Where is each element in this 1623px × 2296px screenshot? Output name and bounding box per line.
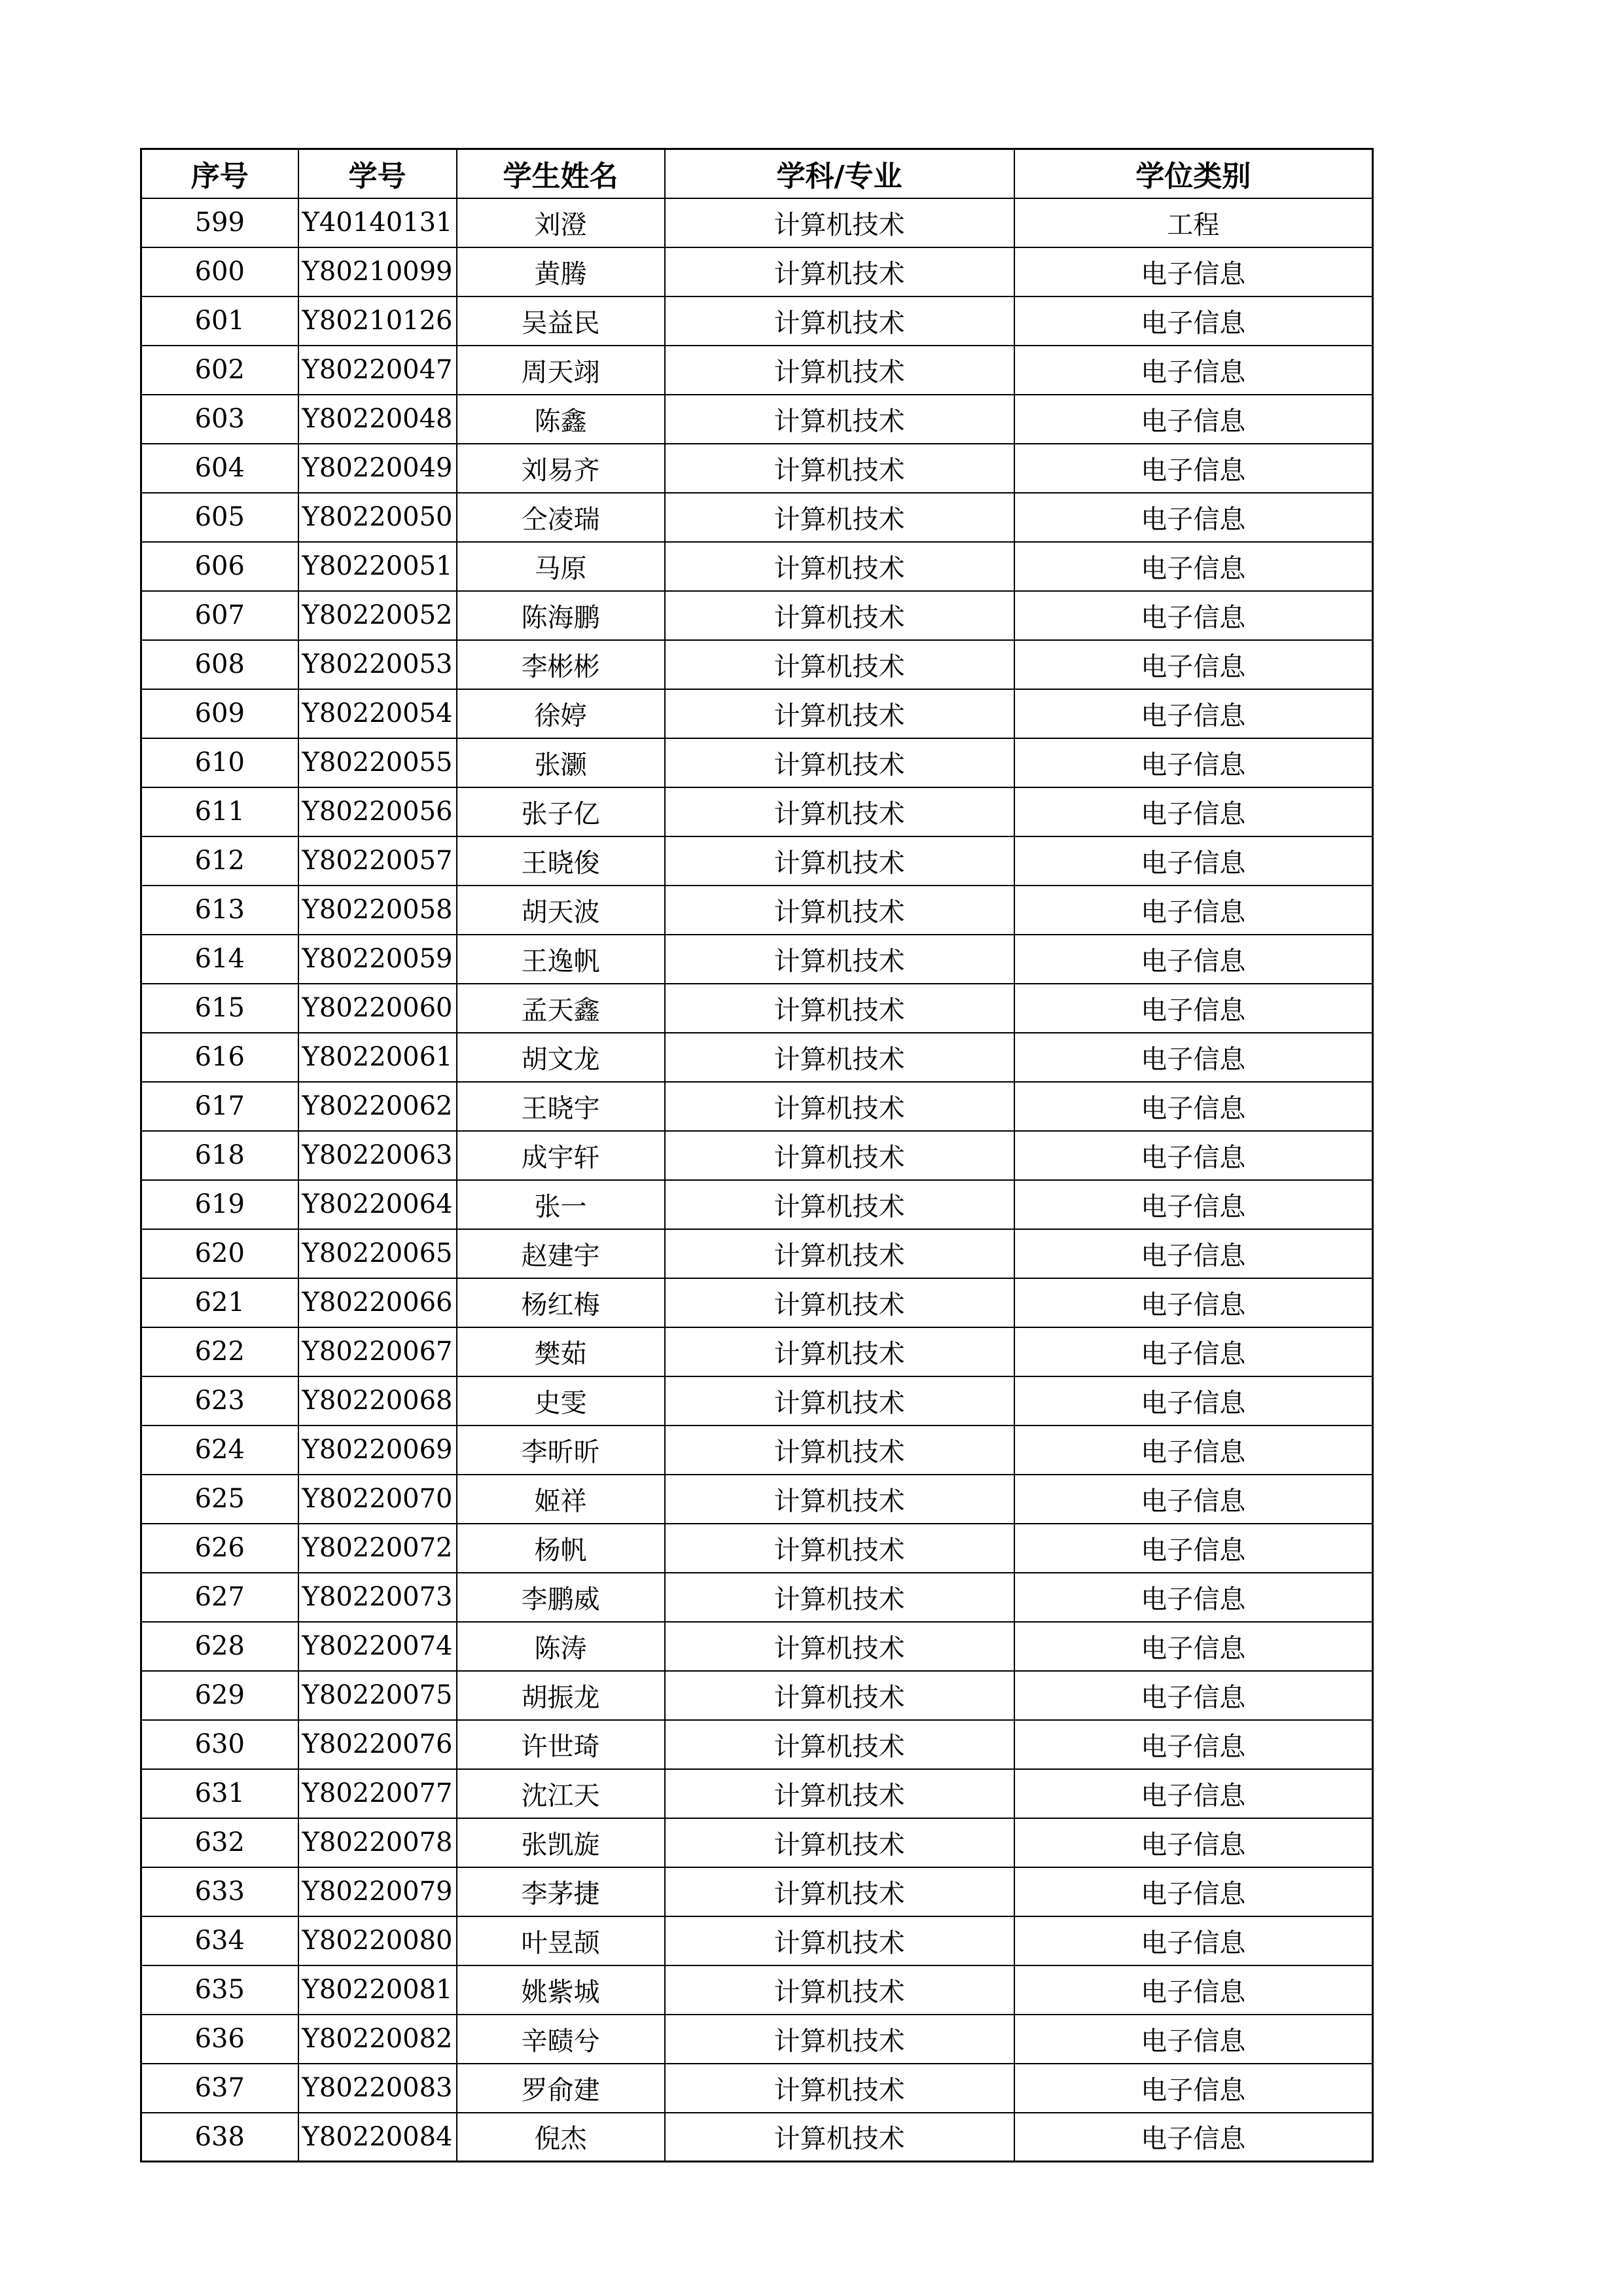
degree-type-cell: 电子信息 — [1014, 1278, 1373, 1327]
seq-no-cell: 604 — [141, 444, 298, 493]
degree-type-cell: 电子信息 — [1014, 689, 1373, 738]
student-id-cell: Y80220075 — [298, 1671, 457, 1720]
degree-type-cell: 电子信息 — [1014, 1769, 1373, 1818]
major-cell: 计算机技术 — [665, 542, 1014, 591]
seq-no-cell: 602 — [141, 346, 298, 395]
degree-type-cell: 电子信息 — [1014, 1818, 1373, 1867]
student-name-cell: 叶昱颉 — [457, 1916, 665, 1965]
major-cell: 计算机技术 — [665, 2064, 1014, 2113]
table-row — [141, 1426, 1373, 1475]
degree-type-cell: 电子信息 — [1014, 444, 1373, 493]
student-name-cell: 徐婷 — [457, 689, 665, 738]
table-row — [141, 395, 1373, 444]
table-row — [141, 1327, 1373, 1376]
student-name-cell: 张凯旋 — [457, 1818, 665, 1867]
major-cell: 计算机技术 — [665, 2015, 1014, 2064]
table-row — [141, 1131, 1373, 1180]
student-name-cell: 胡天波 — [457, 886, 665, 935]
table-row — [141, 1082, 1373, 1131]
student-id-cell: Y80220053 — [298, 640, 457, 689]
major-cell: 计算机技术 — [665, 493, 1014, 542]
table-row — [141, 346, 1373, 395]
table-row — [141, 1769, 1373, 1818]
student-id-cell: Y80220068 — [298, 1376, 457, 1426]
degree-type-cell: 电子信息 — [1014, 1327, 1373, 1376]
major-cell: 计算机技术 — [665, 1720, 1014, 1769]
student-name-cell: 杨帆 — [457, 1524, 665, 1573]
degree-type-cell: 电子信息 — [1014, 1229, 1373, 1278]
table-row — [141, 198, 1373, 247]
major-cell: 计算机技术 — [665, 1475, 1014, 1524]
student-id-cell: Y80220055 — [298, 738, 457, 787]
student-name-cell: 张一 — [457, 1180, 665, 1229]
major-cell: 计算机技术 — [665, 247, 1014, 296]
table-row — [141, 444, 1373, 493]
student-name-cell: 陈海鹏 — [457, 591, 665, 640]
student-name-cell: 沈江天 — [457, 1769, 665, 1818]
student-id-cell: Y80220079 — [298, 1867, 457, 1916]
degree-type-cell: 电子信息 — [1014, 640, 1373, 689]
student-id-cell: Y80220052 — [298, 591, 457, 640]
degree-type-cell: 电子信息 — [1014, 2064, 1373, 2113]
seq-no-cell: 617 — [141, 1082, 298, 1131]
student-id-cell: Y80220073 — [298, 1573, 457, 1622]
degree-type-cell: 工程 — [1014, 198, 1373, 247]
student-id-cell: Y80220083 — [298, 2064, 457, 2113]
major-cell: 计算机技术 — [665, 1426, 1014, 1475]
degree-type-cell: 电子信息 — [1014, 1671, 1373, 1720]
student-name-cell: 王晓俊 — [457, 836, 665, 886]
student-name-cell: 杨红梅 — [457, 1278, 665, 1327]
major-cell: 计算机技术 — [665, 935, 1014, 984]
degree-type-cell: 电子信息 — [1014, 1033, 1373, 1082]
degree-type-cell: 电子信息 — [1014, 787, 1373, 836]
student-name-cell: 罗俞建 — [457, 2064, 665, 2113]
student-id-cell: Y80220062 — [298, 1082, 457, 1131]
table-row — [141, 1278, 1373, 1327]
seq-no-cell: 629 — [141, 1671, 298, 1720]
major-cell: 计算机技术 — [665, 1376, 1014, 1426]
table-row — [141, 1622, 1373, 1671]
table-body — [141, 198, 1373, 2162]
student-name-cell: 黄腾 — [457, 247, 665, 296]
student-id-cell: Y80220069 — [298, 1426, 457, 1475]
student-id-cell: Y80220063 — [298, 1131, 457, 1180]
student-name-cell: 刘易齐 — [457, 444, 665, 493]
degree-type-cell: 电子信息 — [1014, 836, 1373, 886]
table-row — [141, 591, 1373, 640]
major-cell: 计算机技术 — [665, 1818, 1014, 1867]
student-name-cell: 王晓宇 — [457, 1082, 665, 1131]
seq-no-cell: 612 — [141, 836, 298, 886]
major-cell: 计算机技术 — [665, 984, 1014, 1033]
degree-type-cell: 电子信息 — [1014, 542, 1373, 591]
degree-type-cell: 电子信息 — [1014, 2015, 1373, 2064]
seq-no-cell: 618 — [141, 1131, 298, 1180]
student-name-cell: 史雯 — [457, 1376, 665, 1426]
major-cell: 计算机技术 — [665, 640, 1014, 689]
seq-no-cell: 622 — [141, 1327, 298, 1376]
header-major: 学科/专业 — [665, 149, 1014, 198]
student-id-cell: Y80220077 — [298, 1769, 457, 1818]
major-cell: 计算机技术 — [665, 1622, 1014, 1671]
student-name-cell: 辛赜兮 — [457, 2015, 665, 2064]
student-id-cell: Y80220048 — [298, 395, 457, 444]
major-cell: 计算机技术 — [665, 886, 1014, 935]
seq-no-cell: 606 — [141, 542, 298, 591]
student-id-cell: Y80220066 — [298, 1278, 457, 1327]
major-cell: 计算机技术 — [665, 346, 1014, 395]
student-name-cell: 许世琦 — [457, 1720, 665, 1769]
seq-no-cell: 620 — [141, 1229, 298, 1278]
seq-no-cell: 627 — [141, 1573, 298, 1622]
seq-no-cell: 616 — [141, 1033, 298, 1082]
major-cell: 计算机技术 — [665, 787, 1014, 836]
major-cell: 计算机技术 — [665, 1573, 1014, 1622]
table-row — [141, 1475, 1373, 1524]
major-cell: 计算机技术 — [665, 1278, 1014, 1327]
student-name-cell: 赵建宇 — [457, 1229, 665, 1278]
degree-type-cell: 电子信息 — [1014, 935, 1373, 984]
student-name-cell: 王逸帆 — [457, 935, 665, 984]
header-degree-type: 学位类别 — [1014, 149, 1373, 198]
header-row — [141, 149, 1373, 198]
seq-no-cell: 635 — [141, 1965, 298, 2015]
major-cell: 计算机技术 — [665, 395, 1014, 444]
seq-no-cell: 609 — [141, 689, 298, 738]
degree-type-cell: 电子信息 — [1014, 1426, 1373, 1475]
major-cell: 计算机技术 — [665, 1082, 1014, 1131]
student-name-cell: 胡振龙 — [457, 1671, 665, 1720]
table-row — [141, 1965, 1373, 2015]
student-id-cell: Y80220056 — [298, 787, 457, 836]
degree-type-cell: 电子信息 — [1014, 1376, 1373, 1426]
student-id-cell: Y80220061 — [298, 1033, 457, 1082]
degree-type-cell: 电子信息 — [1014, 493, 1373, 542]
seq-no-cell: 619 — [141, 1180, 298, 1229]
student-name-cell: 李鹏威 — [457, 1573, 665, 1622]
seq-no-cell: 601 — [141, 296, 298, 346]
table-row — [141, 886, 1373, 935]
table-row — [141, 1033, 1373, 1082]
table-row — [141, 738, 1373, 787]
table-row — [141, 984, 1373, 1033]
major-cell: 计算机技术 — [665, 1131, 1014, 1180]
table-row — [141, 787, 1373, 836]
seq-no-cell: 626 — [141, 1524, 298, 1573]
student-name-cell: 陈鑫 — [457, 395, 665, 444]
degree-type-cell: 电子信息 — [1014, 296, 1373, 346]
table-row — [141, 1720, 1373, 1769]
student-id-cell: Y80220076 — [298, 1720, 457, 1769]
degree-type-cell: 电子信息 — [1014, 1720, 1373, 1769]
table-row — [141, 542, 1373, 591]
student-name-cell: 吴益民 — [457, 296, 665, 346]
student-id-cell: Y80220081 — [298, 1965, 457, 2015]
major-cell: 计算机技术 — [665, 296, 1014, 346]
table-row — [141, 1867, 1373, 1916]
student-name-cell: 樊茹 — [457, 1327, 665, 1376]
degree-type-cell: 电子信息 — [1014, 1082, 1373, 1131]
table-row — [141, 1573, 1373, 1622]
student-id-cell: Y40140131 — [298, 198, 457, 247]
seq-no-cell: 628 — [141, 1622, 298, 1671]
student-name-cell: 李彬彬 — [457, 640, 665, 689]
header-seq-no: 序号 — [141, 149, 298, 198]
major-cell: 计算机技术 — [665, 1671, 1014, 1720]
table-row — [141, 493, 1373, 542]
seq-no-cell: 610 — [141, 738, 298, 787]
student-id-cell: Y80220050 — [298, 493, 457, 542]
seq-no-cell: 634 — [141, 1916, 298, 1965]
major-cell: 计算机技术 — [665, 2113, 1014, 2162]
degree-type-cell: 电子信息 — [1014, 1965, 1373, 2015]
degree-type-cell: 电子信息 — [1014, 738, 1373, 787]
student-id-cell: Y80220047 — [298, 346, 457, 395]
student-id-cell: Y80220084 — [298, 2113, 457, 2162]
student-name-cell: 孟天鑫 — [457, 984, 665, 1033]
student-id-cell: Y80220064 — [298, 1180, 457, 1229]
degree-type-cell: 电子信息 — [1014, 2113, 1373, 2162]
seq-no-cell: 624 — [141, 1426, 298, 1475]
student-id-cell: Y80220067 — [298, 1327, 457, 1376]
student-name-cell: 刘澄 — [457, 198, 665, 247]
degree-type-cell: 电子信息 — [1014, 346, 1373, 395]
table-row — [141, 247, 1373, 296]
student-name-cell: 倪杰 — [457, 2113, 665, 2162]
table-row — [141, 1180, 1373, 1229]
student-id-cell: Y80220065 — [298, 1229, 457, 1278]
table-row — [141, 2015, 1373, 2064]
degree-type-cell: 电子信息 — [1014, 1622, 1373, 1671]
table-row — [141, 1376, 1373, 1426]
student-id-cell: Y80220049 — [298, 444, 457, 493]
seq-no-cell: 631 — [141, 1769, 298, 1818]
student-name-cell: 李昕昕 — [457, 1426, 665, 1475]
major-cell: 计算机技术 — [665, 1965, 1014, 2015]
seq-no-cell: 603 — [141, 395, 298, 444]
student-id-cell: Y80220059 — [298, 935, 457, 984]
degree-type-cell: 电子信息 — [1014, 984, 1373, 1033]
student-id-cell: Y80220080 — [298, 1916, 457, 1965]
major-cell: 计算机技术 — [665, 836, 1014, 886]
seq-no-cell: 621 — [141, 1278, 298, 1327]
student-id-cell: Y80220051 — [298, 542, 457, 591]
student-id-cell: Y80220072 — [298, 1524, 457, 1573]
student-name-cell: 姚紫城 — [457, 1965, 665, 2015]
table-row — [141, 836, 1373, 886]
student-roster-table — [140, 148, 1374, 2162]
seq-no-cell: 600 — [141, 247, 298, 296]
table-row — [141, 1524, 1373, 1573]
student-id-cell: Y80220082 — [298, 2015, 457, 2064]
header-student-name: 学生姓名 — [457, 149, 665, 198]
header-student-id: 学号 — [298, 149, 457, 198]
student-id-cell: Y80220060 — [298, 984, 457, 1033]
student-id-cell: Y80210099 — [298, 247, 457, 296]
degree-type-cell: 电子信息 — [1014, 395, 1373, 444]
degree-type-cell: 电子信息 — [1014, 1573, 1373, 1622]
degree-type-cell: 电子信息 — [1014, 591, 1373, 640]
student-id-cell: Y80220070 — [298, 1475, 457, 1524]
student-name-cell: 周天翊 — [457, 346, 665, 395]
student-name-cell: 仝凌瑞 — [457, 493, 665, 542]
seq-no-cell: 636 — [141, 2015, 298, 2064]
seq-no-cell: 632 — [141, 1818, 298, 1867]
student-id-cell: Y80210126 — [298, 296, 457, 346]
seq-no-cell: 614 — [141, 935, 298, 984]
major-cell: 计算机技术 — [665, 689, 1014, 738]
table-row — [141, 1916, 1373, 1965]
table-row — [141, 689, 1373, 738]
student-id-cell: Y80220074 — [298, 1622, 457, 1671]
student-name-cell: 张灏 — [457, 738, 665, 787]
seq-no-cell: 630 — [141, 1720, 298, 1769]
major-cell: 计算机技术 — [665, 738, 1014, 787]
degree-type-cell: 电子信息 — [1014, 247, 1373, 296]
major-cell: 计算机技术 — [665, 1180, 1014, 1229]
table-row — [141, 1818, 1373, 1867]
seq-no-cell: 637 — [141, 2064, 298, 2113]
degree-type-cell: 电子信息 — [1014, 886, 1373, 935]
seq-no-cell: 611 — [141, 787, 298, 836]
degree-type-cell: 电子信息 — [1014, 1867, 1373, 1916]
table-row — [141, 1229, 1373, 1278]
major-cell: 计算机技术 — [665, 1867, 1014, 1916]
seq-no-cell: 599 — [141, 198, 298, 247]
seq-no-cell: 638 — [141, 2113, 298, 2162]
student-id-cell: Y80220054 — [298, 689, 457, 738]
seq-no-cell: 623 — [141, 1376, 298, 1426]
student-name-cell: 姬祥 — [457, 1475, 665, 1524]
seq-no-cell: 633 — [141, 1867, 298, 1916]
student-name-cell: 李茅捷 — [457, 1867, 665, 1916]
table-row — [141, 2113, 1373, 2162]
table-row — [141, 1671, 1373, 1720]
student-name-cell: 胡文龙 — [457, 1033, 665, 1082]
table-row — [141, 2064, 1373, 2113]
major-cell: 计算机技术 — [665, 1327, 1014, 1376]
student-name-cell: 张子亿 — [457, 787, 665, 836]
seq-no-cell: 615 — [141, 984, 298, 1033]
student-name-cell: 马原 — [457, 542, 665, 591]
table-row — [141, 935, 1373, 984]
major-cell: 计算机技术 — [665, 1229, 1014, 1278]
seq-no-cell: 608 — [141, 640, 298, 689]
student-name-cell: 成宇轩 — [457, 1131, 665, 1180]
major-cell: 计算机技术 — [665, 198, 1014, 247]
seq-no-cell: 613 — [141, 886, 298, 935]
seq-no-cell: 625 — [141, 1475, 298, 1524]
table-row — [141, 296, 1373, 346]
seq-no-cell: 607 — [141, 591, 298, 640]
student-id-cell: Y80220057 — [298, 836, 457, 886]
student-id-cell: Y80220078 — [298, 1818, 457, 1867]
major-cell: 计算机技术 — [665, 1769, 1014, 1818]
degree-type-cell: 电子信息 — [1014, 1131, 1373, 1180]
major-cell: 计算机技术 — [665, 444, 1014, 493]
student-name-cell: 陈涛 — [457, 1622, 665, 1671]
major-cell: 计算机技术 — [665, 1916, 1014, 1965]
degree-type-cell: 电子信息 — [1014, 1475, 1373, 1524]
seq-no-cell: 605 — [141, 493, 298, 542]
student-id-cell: Y80220058 — [298, 886, 457, 935]
degree-type-cell: 电子信息 — [1014, 1524, 1373, 1573]
major-cell: 计算机技术 — [665, 1524, 1014, 1573]
degree-type-cell: 电子信息 — [1014, 1916, 1373, 1965]
major-cell: 计算机技术 — [665, 1033, 1014, 1082]
major-cell: 计算机技术 — [665, 591, 1014, 640]
degree-type-cell: 电子信息 — [1014, 1180, 1373, 1229]
table-row — [141, 640, 1373, 689]
